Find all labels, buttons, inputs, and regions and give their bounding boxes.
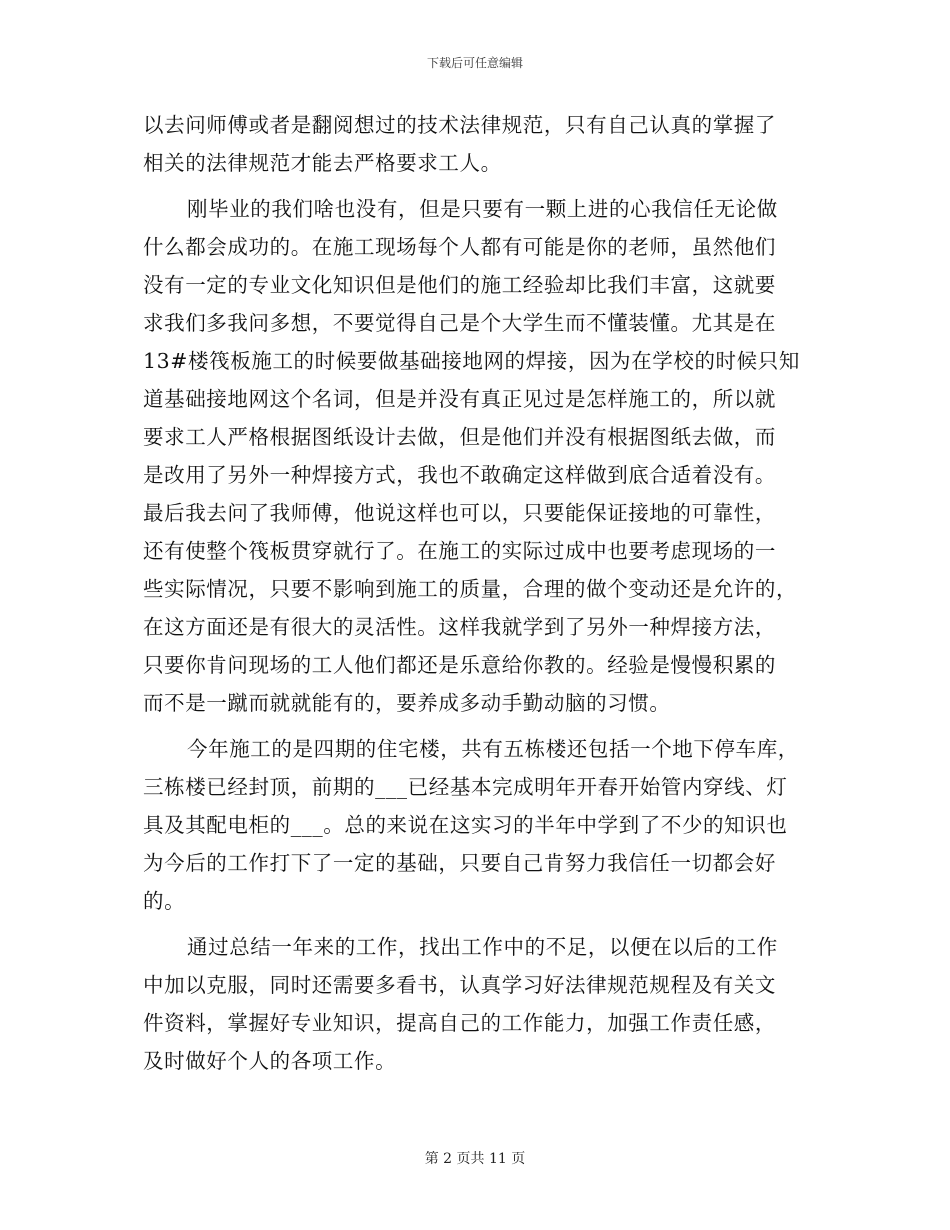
text-line: 只要你肯问现场的工人他们都还是乐意给你教的。经验是慢慢积累的 <box>143 653 776 677</box>
paragraph-1 <box>143 106 811 182</box>
text-line: 些实际情况，只要不影响到施工的质量，合理的做个变动还是允许的， <box>143 577 798 601</box>
text-line: 中加以克服，同时还需要多看书，认真学习好法律规范规程及有关文 <box>143 973 776 997</box>
text-line: 的。 <box>143 889 186 913</box>
text-line: 及时做好个人的各项工作。 <box>143 1049 397 1073</box>
text-line: 在这方面还是有很大的灵活性。这样我就学到了另外一种焊接方法， <box>143 615 776 639</box>
paragraph-2 <box>143 190 811 722</box>
document-body <box>143 106 811 1080</box>
text-line: 13#楼筏板施工的时候要做基础接地网的焊接，因为在学校的时候只知 <box>143 349 800 373</box>
text-line: 还有使整个筏板贯穿就行了。在施工的实际过成中也要考虑现场的一 <box>143 539 776 563</box>
page-header: 下载后可任意编辑 <box>426 56 523 70</box>
text-line: 什么都会成功的。在施工现场每个人都有可能是你的老师，虽然他们 <box>143 235 776 259</box>
text-line: 道基础接地网这个名词，但是并没有真正见过是怎样施工的，所以就 <box>143 387 776 411</box>
text-line: 没有一定的专业文化知识但是他们的施工经验却比我们丰富，这就要 <box>143 273 776 297</box>
text-line: 刚毕业的我们啥也没有，但是只要有一颗上进的心我信任无论做 <box>187 197 778 221</box>
paragraph-4 <box>143 928 811 1080</box>
text-line: 今年施工的是四期的住宅楼，共有五栋楼还包括一个地下停车库， <box>187 737 799 761</box>
text-line: 具及其配电柜的___。总的来说在这实习的半年中学到了不少的知识也 <box>143 813 788 837</box>
text-line: 求我们多我问多想，不要觉得自己是个大学生而不懂装懂。尤其是在 <box>143 311 776 335</box>
text-line: 通过总结一年来的工作，找出工作中的不足，以便在以后的工作 <box>187 935 778 959</box>
text-line: 是改用了另外一种焊接方式，我也不敢确定这样做到底合适着没有。 <box>143 463 776 487</box>
text-line: 件资料，掌握好专业知识，提高自己的工作能力，加强工作责任感， <box>143 1011 776 1035</box>
text-line: 而不是一蹴而就就能有的，要养成多动手勤动脑的习惯。 <box>143 691 671 715</box>
paragraph-3 <box>143 730 811 920</box>
text-line: 以去问师傅或者是翻阅想过的技术法律规范，只有自己认真的掌握了 <box>143 113 776 137</box>
text-line: 最后我去问了我师傅，他说这样也可以，只要能保证接地的可靠性， <box>143 501 776 525</box>
text-line: 相关的法律规范才能去严格要求工人。 <box>143 151 502 175</box>
text-line: 要求工人严格根据图纸设计去做，但是他们并没有根据图纸去做，而 <box>143 425 776 449</box>
text-line: 为今后的工作打下了一定的基础，只要自己肯努力我信任一切都会好 <box>143 851 776 875</box>
text-line: 三栋楼已经封顶，前期的___已经基本完成明年开春开始管内穿线、灯 <box>143 775 788 799</box>
page-footer: 第 2 页共 11 页 <box>424 1151 526 1167</box>
